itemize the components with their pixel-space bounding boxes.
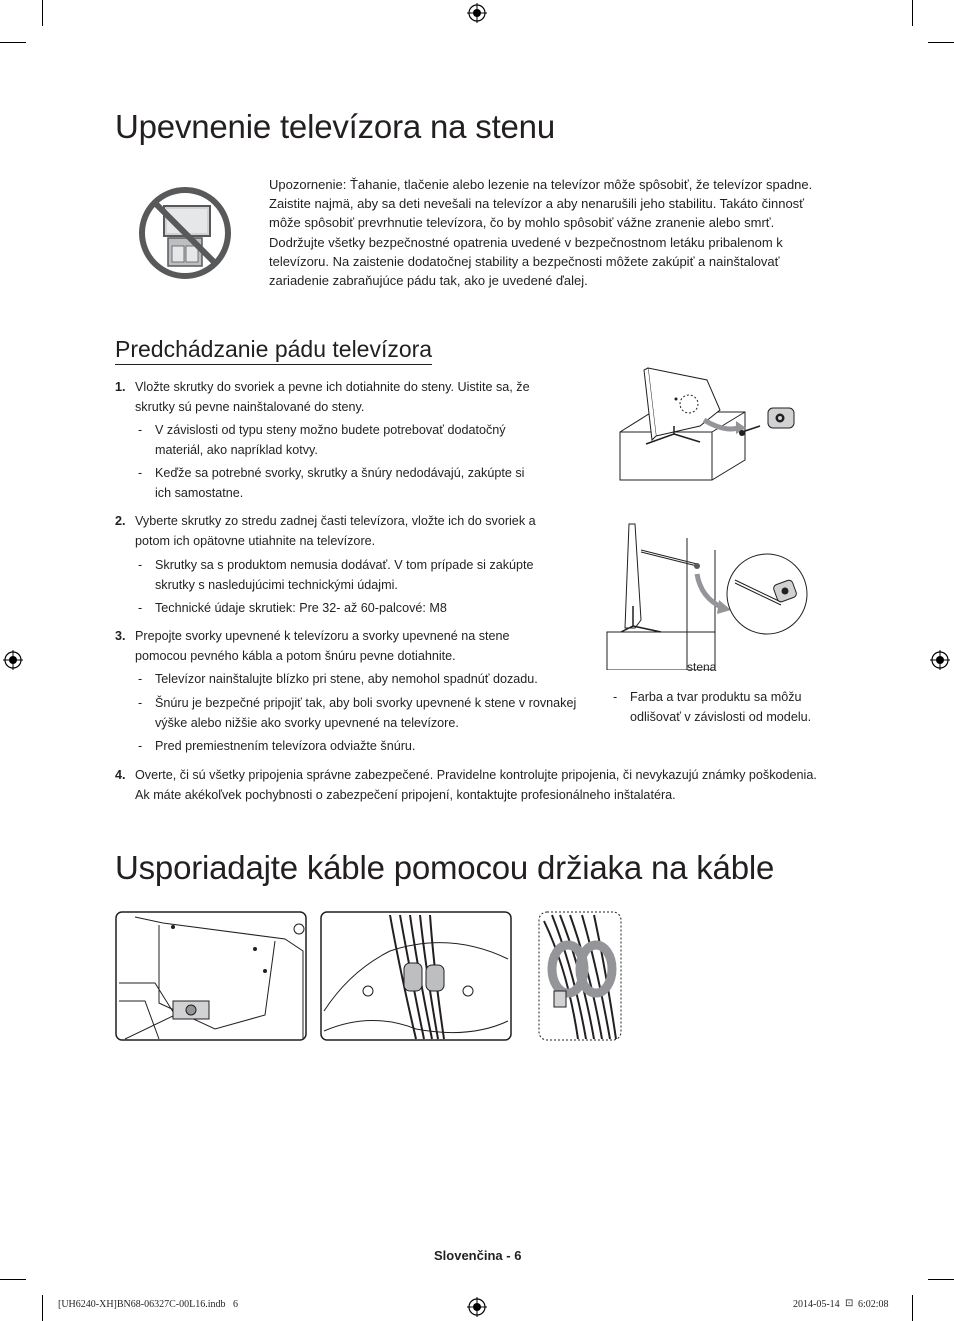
warning-text: Upozornenie: Ťahanie, tlačenie alebo lezenie na televízor môže spôsobiť, že televízor spadne. Zaistite najmä, aby sa deti nevešali na televízor a aby nenarušili jeho stabilitu. Takáto činnosť môže spôsobiť prevrhnutie televízora, čo by mohlo spôsobiť vážne zranenie alebo smrť. Dodržujte všetky bezpečnostné opatrenia uvedené v bezpečnostnom letáku pribalenom k televízoru. Na zaistenie dodatočnej stability a bezpečnosti môžete zakúpiť a nainštalovať zariadenie zabraňujúce pádu tak, ako je uvedené ďalej.: [269, 177, 813, 289]
section-title-cables: Usporiadajte káble pomocou držiaka na káble: [115, 849, 775, 886]
print-date: 2014-05-14: [793, 1299, 840, 1310]
cable-holder-illustration-3: [538, 911, 622, 1041]
print-time: 6:02:08: [858, 1299, 889, 1310]
crop-mark: [912, 0, 913, 26]
crop-mark: [42, 1295, 43, 1321]
crop-mark: [928, 42, 954, 43]
registration-mark-icon: [467, 3, 487, 23]
crop-mark: [928, 1279, 954, 1280]
registration-mark-icon: [3, 650, 23, 670]
section-heading: Predchádzanie pádu televízora: [115, 336, 432, 365]
page-number: Slovenčina - 6: [434, 1248, 522, 1263]
crop-mark: [0, 1279, 26, 1280]
file-info: [UH6240-XH]BN68-06327C-00L16.indb 6: [58, 1299, 238, 1310]
crop-mark: [912, 1295, 913, 1321]
figure-label-wall: stena: [687, 660, 717, 674]
no-climbing-tv-icon: [138, 186, 232, 280]
crop-mark: [0, 42, 26, 43]
tv-stand-bracket-illustration: [612, 362, 812, 484]
clock-icon: ⊡: [845, 1298, 854, 1309]
registration-mark-icon: [930, 650, 950, 670]
cable-holder-illustration-2: [320, 911, 512, 1041]
registration-mark-icon: [467, 1297, 487, 1317]
page-title: Upevnenie televízora na stenu: [115, 108, 555, 145]
tv-wall-cord-illustration: [605, 520, 815, 670]
crop-mark: [42, 0, 43, 26]
cable-holder-illustration-1: [115, 911, 307, 1041]
